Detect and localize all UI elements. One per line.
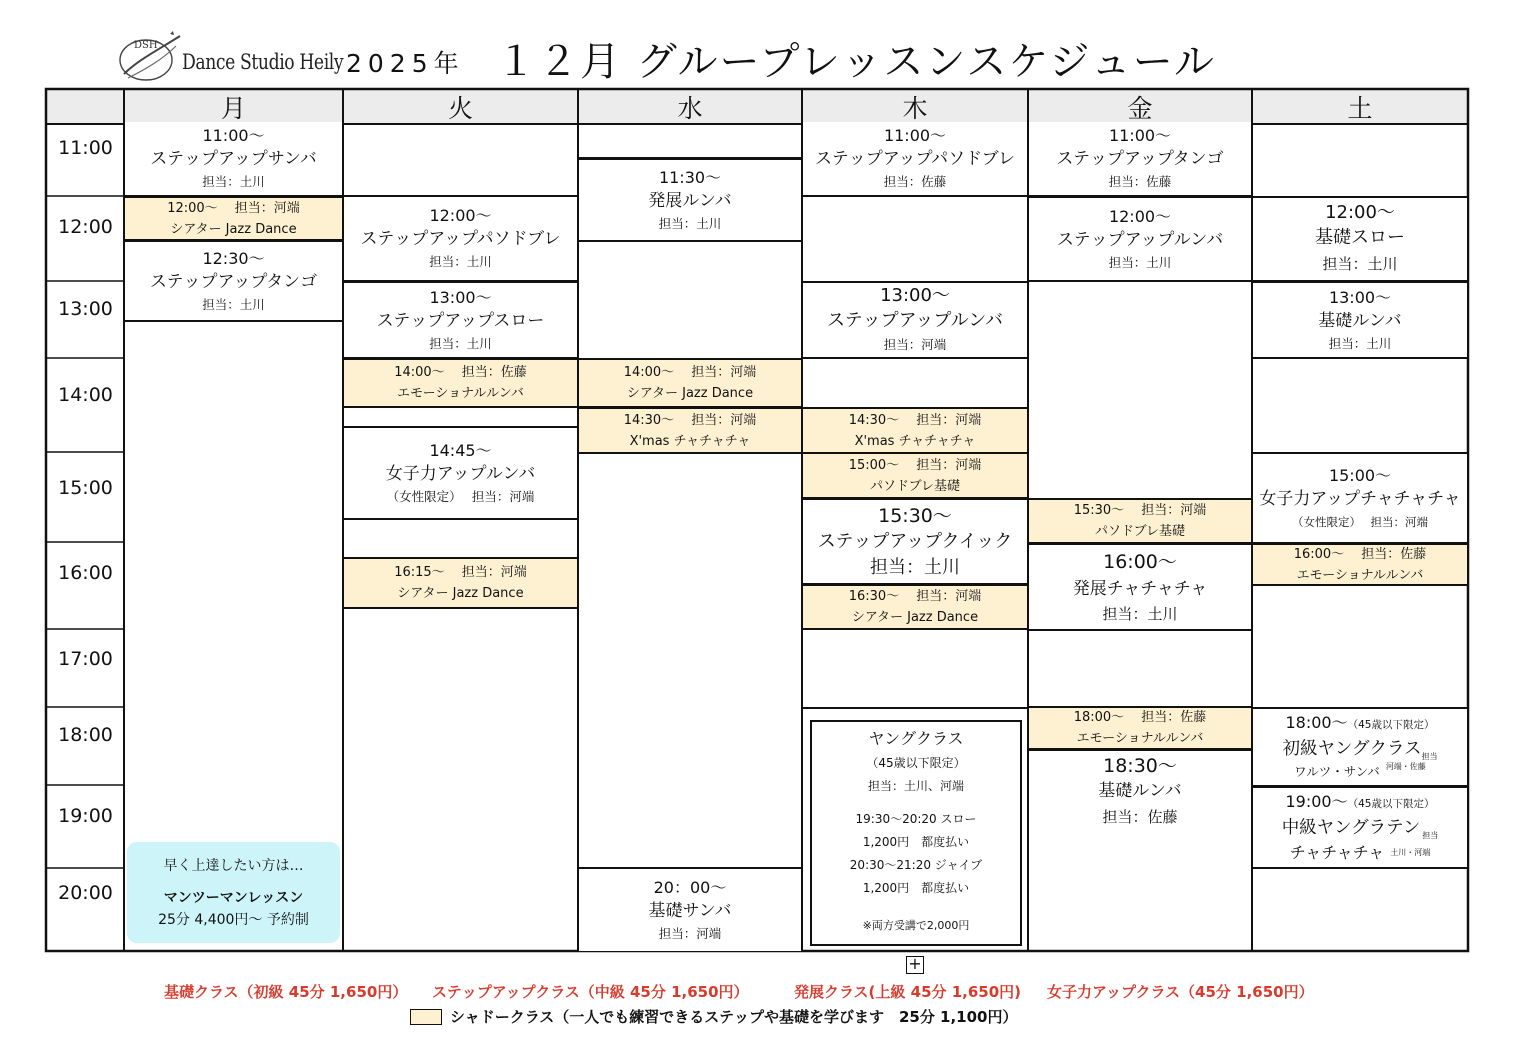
time-label: 14:00 [58, 384, 113, 406]
lesson-name: 発展ルンバ [648, 190, 732, 211]
lesson-time-line [1286, 791, 1435, 815]
move-handle-icon[interactable]: + [906, 956, 924, 974]
lesson-cell[interactable] [803, 122, 1027, 197]
lesson-cell[interactable] [803, 281, 1027, 359]
time-label: 15:00 [58, 477, 113, 499]
lesson-name: パソドブレ基礎 [869, 478, 961, 494]
lesson-name: 基礎サンバ [648, 900, 732, 921]
shadow-lesson-cell[interactable] [579, 407, 801, 454]
young-lesson-cell[interactable] [1253, 786, 1467, 869]
lesson-name: ステップアップパソドブレ [360, 229, 561, 249]
lesson-cell[interactable] [803, 498, 1027, 585]
lesson-name: ステップアップルンバ [1056, 229, 1224, 250]
young-class-limit: （45歳以下限定） [866, 756, 966, 770]
lesson-time-teacher: 15:30〜 担当：河端 [1073, 503, 1207, 518]
lesson-name: X'mas チャチャチャ [629, 433, 751, 449]
lesson-sub-line [1294, 762, 1426, 782]
lesson-time-teacher: 16:30〜 担当：河端 [848, 589, 982, 604]
lesson-teacher-names: 河端・佐藤 [1385, 762, 1426, 771]
lesson-name: ステップアップパソドブレ [815, 149, 1015, 169]
shadow-lesson-cell[interactable] [579, 358, 801, 408]
lesson-name: ステップアップタンゴ [1056, 149, 1224, 169]
lesson-cell[interactable] [579, 867, 801, 951]
lesson-time: 11:00〜 [1108, 126, 1172, 145]
day-header-wed: 水 [677, 93, 703, 123]
lesson-cell[interactable] [1029, 749, 1251, 831]
lesson-name: ステップアップサンバ [150, 149, 317, 169]
lesson-time: 13:00〜 [1328, 287, 1392, 307]
lesson-time-teacher: 16:15〜 担当：河端 [394, 565, 527, 580]
time-label: 16:00 [58, 562, 113, 584]
lesson-sub-line [1290, 841, 1431, 865]
lesson-name: エモーショナルルンバ [1076, 731, 1204, 746]
shadow-lesson-cell[interactable] [125, 196, 342, 241]
young-class-price1: 1,200円 都度払い [862, 835, 970, 849]
lesson-teacher-label: 担当 [1421, 752, 1438, 761]
lesson-time: 18:00〜 [1285, 713, 1348, 732]
lesson-name: X'mas チャチャチャ [854, 433, 976, 449]
lesson-time: 13:00〜 [429, 287, 492, 307]
private-lesson-promo [127, 842, 340, 943]
lesson-time: 15:30〜 [878, 504, 952, 527]
lesson-teacher: 担当：土川 [1322, 255, 1398, 273]
lesson-time: 19:00〜 [1285, 791, 1348, 811]
lesson-name: 基礎ルンバ [1098, 781, 1182, 801]
lesson-time-teacher: 18:00〜 担当：佐藤 [1073, 710, 1207, 725]
lesson-time: 15:00〜 [1328, 465, 1392, 485]
promo-line2: マンツーマンレッスン [163, 889, 304, 906]
lesson-time-teacher: 14:30〜 担当：河端 [623, 412, 757, 428]
day-header-fri: 金 [1127, 93, 1153, 123]
lesson-name: 発展チャチャチャ [1072, 579, 1208, 599]
lesson-time: 11:00〜 [883, 126, 947, 145]
time-label: 18:00 [58, 724, 113, 746]
legend-shadow [410, 1006, 1018, 1027]
lesson-cell[interactable] [579, 158, 801, 242]
lesson-time: 12:00〜 [1108, 206, 1172, 226]
shadow-lesson-cell[interactable] [1029, 706, 1251, 750]
lesson-name: シアター Jazz Dance [626, 386, 754, 401]
page-title: １２月 グループレッスンスケジュール [496, 39, 1216, 85]
lesson-time-line [1286, 712, 1435, 736]
time-label: 19:00 [58, 805, 113, 827]
lesson-teacher: （女性限定） 担当：河端 [1292, 514, 1428, 529]
lesson-cell[interactable] [1029, 543, 1251, 631]
lesson-name: 基礎スロー [1315, 227, 1405, 248]
young-class-slot1: 19:30〜20:20 スロー [855, 812, 977, 826]
legend-shadow-text: シャドークラス（一人でも練習できるステップや基礎を学びます 25分 1,100円） [450, 1008, 1018, 1026]
lesson-teacher: 担当：土川 [429, 254, 492, 269]
lesson-time: 13:00〜 [880, 285, 950, 306]
lesson-cell[interactable] [1253, 196, 1467, 282]
lesson-name: 初級ヤングクラス [1282, 739, 1422, 759]
lesson-name: ステップアップタンゴ [149, 271, 318, 292]
lesson-teacher-label: 担当 [1422, 830, 1439, 840]
lesson-cell[interactable] [125, 122, 342, 197]
lesson-time-teacher: 15:00〜 担当：河端 [848, 457, 982, 473]
year-label: 2025年 [346, 49, 465, 78]
shadow-lesson-cell[interactable] [344, 358, 577, 408]
lesson-age-limit: （45歳以下限定） [1347, 719, 1435, 731]
lesson-name: ステップアップクイック [817, 530, 1013, 552]
young-class-note: ※両方受講で2,000円 [862, 919, 970, 932]
day-header-mon: 月 [220, 93, 246, 123]
lesson-time-teacher: 14:00〜 担当：河端 [623, 365, 757, 380]
time-label: 17:00 [58, 648, 113, 670]
shadow-color-swatch [410, 1009, 442, 1025]
young-class-slot2: 20:30〜21:20 ジャイブ [849, 858, 983, 872]
lesson-time: 14:45〜 [429, 440, 492, 460]
lesson-teacher: 担当：河端 [658, 925, 722, 941]
shadow-lesson-cell[interactable] [344, 557, 577, 609]
lesson-cell[interactable] [344, 281, 577, 359]
lesson-name: 女子力アップルンバ [385, 463, 536, 484]
lesson-name: エモーショナルルンバ [1296, 567, 1424, 583]
promo-line1: 早く上達したい方は… [163, 857, 304, 874]
lesson-age-limit: （45歳以下限定） [1347, 797, 1435, 810]
lesson-teacher: 担当：佐藤 [1102, 808, 1178, 826]
lesson-name: 女子力アップチャチャチャ [1259, 488, 1461, 509]
lesson-teacher: 担当：土川 [658, 215, 722, 231]
lesson-teacher: 担当：佐藤 [883, 174, 947, 189]
lesson-time: 18:30〜 [1103, 755, 1177, 777]
lesson-name: 中級ヤングラテン [1281, 817, 1421, 838]
lesson-cell[interactable] [1029, 196, 1251, 282]
lesson-time-teacher: 14:00〜 担当：佐藤 [394, 365, 527, 380]
shadow-lesson-cell[interactable] [1253, 543, 1467, 586]
time-label: 13:00 [58, 298, 113, 320]
time-label: 11:00 [58, 137, 113, 159]
lesson-name: ステップアップスロー [376, 310, 545, 331]
day-header-tue: 火 [447, 93, 473, 123]
shadow-lesson-cell[interactable] [1029, 498, 1251, 544]
lesson-dances: ワルツ・サンバ [1294, 764, 1380, 779]
lesson-teacher: 担当：佐藤 [1108, 174, 1172, 189]
logo-mark-text: DSH [134, 40, 158, 51]
lesson-time: 20：00〜 [653, 877, 727, 897]
lesson-time: 11:00〜 [202, 126, 265, 145]
lesson-time: 12:00〜 [1325, 202, 1395, 223]
lesson-teacher: 担当：河端 [883, 337, 947, 352]
lesson-time: 12:00〜 [429, 206, 492, 225]
lesson-time-teacher: 14:30〜 担当：河端 [848, 412, 982, 428]
lesson-cell[interactable] [1253, 452, 1467, 544]
lesson-time: 16:00〜 [1103, 551, 1177, 573]
promo-line3: 25分 4,400円〜 予約制 [158, 911, 309, 928]
lesson-teacher: 担当：土川 [202, 296, 265, 312]
lesson-time-teacher: 16:00〜 担当：佐藤 [1293, 546, 1427, 562]
lesson-cell[interactable] [344, 426, 577, 520]
lesson-name: ステップアップルンバ [827, 310, 1003, 331]
lesson-name: シアター Jazz Dance [170, 221, 297, 237]
lesson-teacher: 担当：土川 [429, 335, 492, 351]
lesson-teacher: 担当：土川 [1108, 254, 1172, 270]
shadow-lesson-cell[interactable] [803, 584, 1027, 630]
legend-joshi: 女子力アップクラス（45分 1,650円） [1047, 983, 1314, 1001]
legend-basic: 基礎クラス（初級 45分 1,650円） [164, 983, 408, 1001]
lesson-cell[interactable] [1029, 122, 1251, 197]
lesson-teacher: 担当：土川 [1328, 335, 1392, 351]
lesson-name: シアター Jazz Dance [397, 586, 524, 601]
legend-stepup: ステップアップクラス（中級 45分 1,650円） [432, 983, 749, 1001]
lesson-cell[interactable] [125, 240, 342, 322]
shadow-lesson-cell[interactable] [803, 452, 1027, 499]
time-label: 20:00 [58, 882, 113, 904]
time-label: 12:00 [58, 216, 113, 238]
young-class-box[interactable] [810, 720, 1022, 946]
lesson-teacher: 担当：土川 [202, 174, 265, 189]
lesson-name: パソドブレ基礎 [1094, 524, 1186, 539]
lesson-time-teacher: 12:00〜 担当：河端 [167, 200, 300, 216]
lesson-name-line [1283, 736, 1438, 762]
young-class-teacher: 担当：土川、河端 [867, 779, 964, 793]
lesson-teacher: （女性限定） 担当：河端 [386, 488, 535, 504]
studio-name: Dance Studio Heily [182, 50, 344, 74]
lesson-name: シアター Jazz Dance [851, 610, 979, 625]
lesson-name: 基礎ルンバ [1318, 310, 1402, 331]
lesson-teacher-names: 土川・河端 [1390, 848, 1431, 857]
lesson-teacher: 担当：土川 [1102, 605, 1178, 623]
lesson-time: 11:30〜 [658, 167, 722, 187]
young-lesson-cell[interactable] [1253, 707, 1467, 787]
legend-advanced: 発展クラス(上級 45分 1,650円) [794, 983, 1022, 1001]
young-class-title: ヤングクラス [868, 729, 964, 748]
day-header-thu: 木 [902, 93, 928, 123]
lesson-name-line [1282, 815, 1439, 841]
lesson-time: 12:30〜 [202, 248, 265, 268]
lesson-dances: チャチャチャ [1289, 842, 1385, 862]
lesson-cell[interactable] [1253, 281, 1467, 359]
shadow-lesson-cell[interactable] [803, 407, 1027, 454]
young-class-price2: 1,200円 都度払い [862, 881, 970, 895]
lesson-name: エモーショナルルンバ [397, 386, 524, 401]
day-header-sat: 土 [1347, 93, 1373, 123]
lesson-cell[interactable] [344, 195, 577, 282]
lesson-teacher: 担当：土川 [870, 556, 960, 578]
